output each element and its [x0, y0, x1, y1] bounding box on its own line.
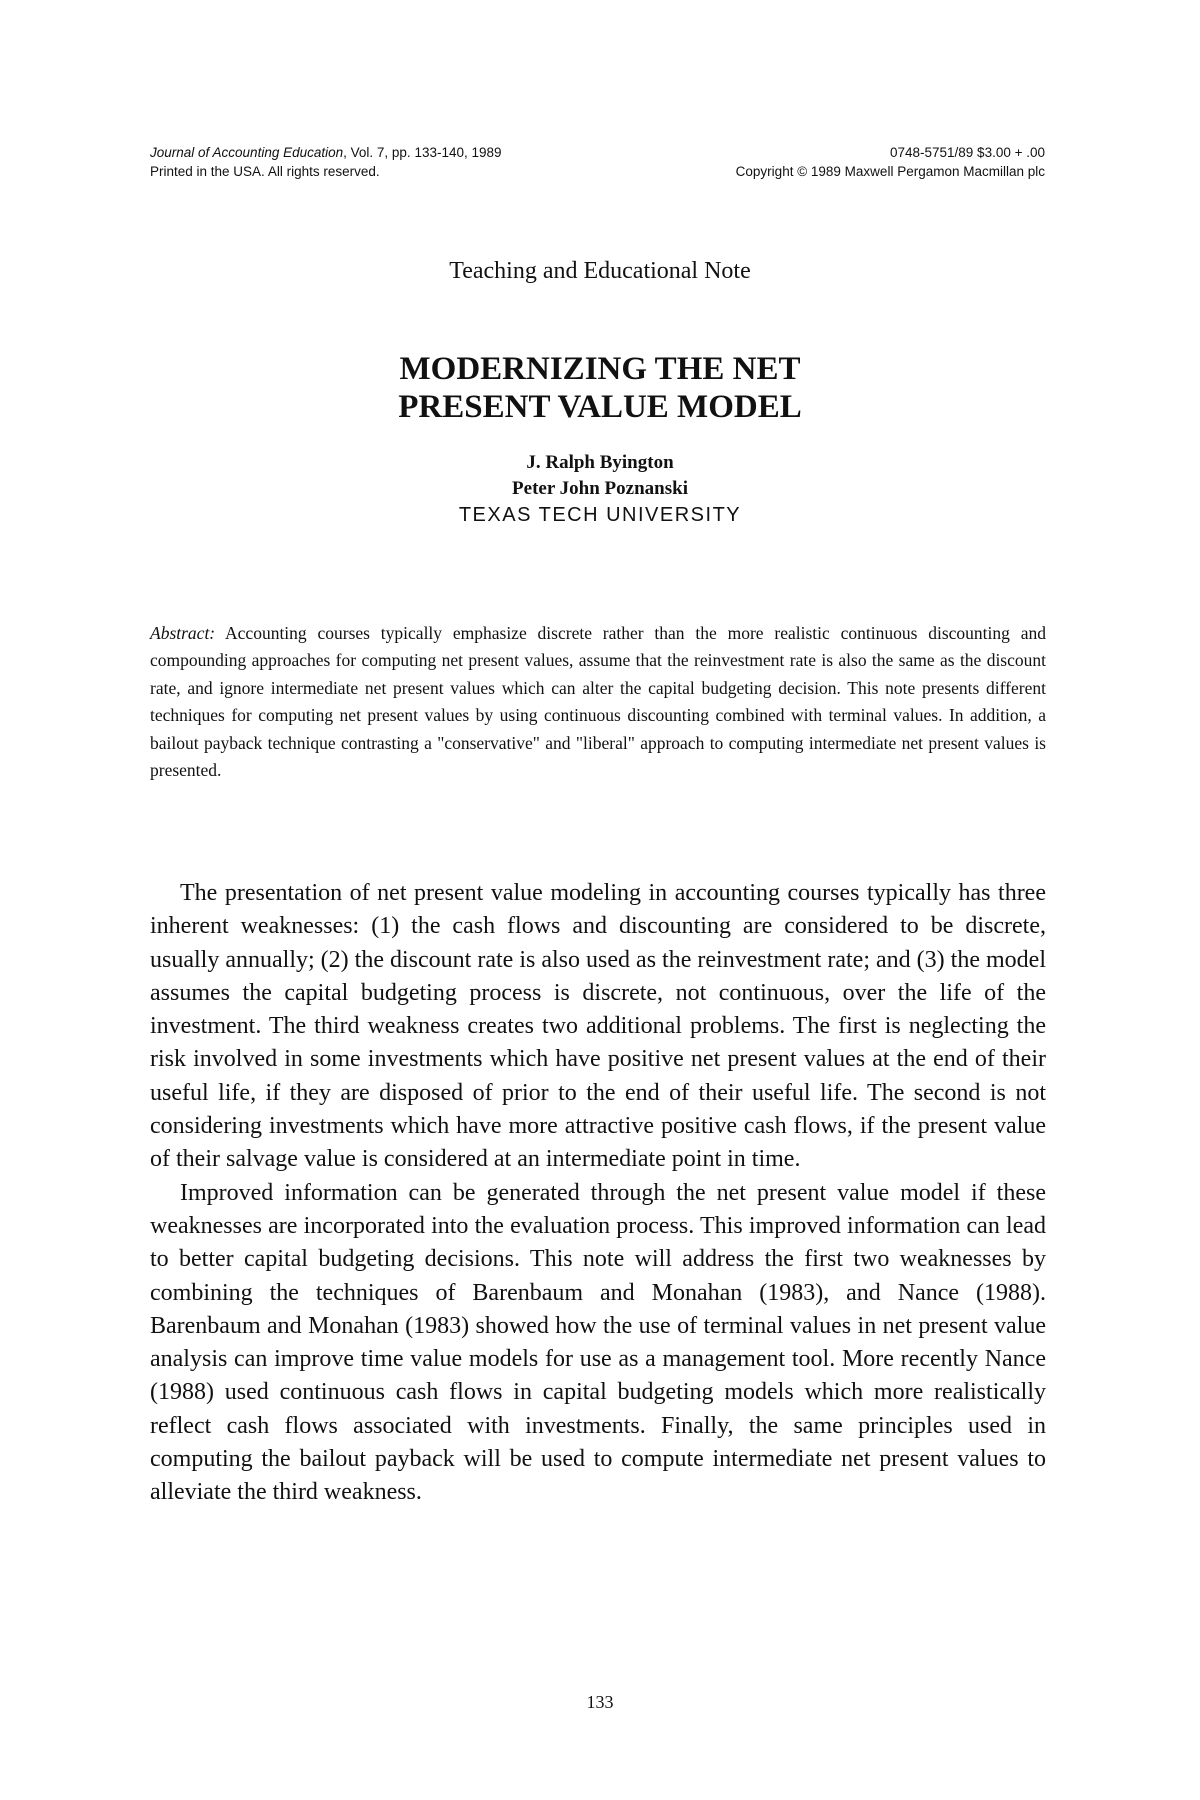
- abstract: [150, 620, 1046, 784]
- printed-notice: Printed in the USA. All rights reserved.: [150, 164, 380, 179]
- header-row-1: [150, 143, 1045, 162]
- paper-title: [0, 350, 1200, 426]
- page-number: 133: [586, 1692, 614, 1712]
- body-text: [150, 877, 1046, 1510]
- journal-details: , Vol. 7, pp. 133-140, 1989: [343, 145, 502, 160]
- abstract-label: Abstract:: [150, 623, 216, 643]
- abstract-text: Accounting courses typically emphasize discrete rather than the more realistic continuous discounting and compounding approaches for computing net present values, assume that the reinvestment rate is also the same as the discount rate, and ignore intermediate net present values which can alter the capital budgeting decision. This note presents different techniques for computing net present values by using continuous discounting combined with terminal values. In addition, a bailout payback technique contrasting a "conservative" and "liberal" approach to computing intermediate net present values is presented.: [150, 623, 1046, 781]
- affiliation: TEXAS TECH UNIVERSITY: [458, 504, 742, 526]
- section-label: Teaching and Educational Note: [449, 258, 751, 284]
- copyright-notice: Copyright © 1989 Maxwell Pergamon Macmillan plc: [735, 164, 1045, 179]
- title-line-1: MODERNIZING THE NET: [399, 351, 801, 387]
- journal-header: [150, 143, 1045, 181]
- body-paragraph-2: Improved information can be generated through the net present value model if these weaknesses are incorporated into the evaluation process. This improved information can lead to better capital budgeting decisions. This note will address the first two weaknesses by combining the techniques of Barenbaum and Monahan (1983), and Nance (1988). Barenbaum and Monahan (1983) showed how the use of terminal values in net present value analysis can improve time value models for use as a management tool. More recently Nance (1988) used continuous cash flows in capital budgeting models which more realistically reflect cash flows associated with investments. Finally, the same principles used in computing the bailout payback will be used to compute intermediate net present values to alleviate the third weakness.: [150, 1179, 1046, 1506]
- author-block: [0, 450, 1200, 528]
- journal-name: Journal of Accounting Education: [150, 145, 344, 160]
- author-1: J. Ralph Byington: [526, 452, 674, 473]
- journal-code: 0748-5751/89 $3.00 + .00: [889, 145, 1045, 160]
- title-line-2: PRESENT VALUE MODEL: [398, 389, 802, 425]
- journal-citation: [150, 143, 502, 162]
- author-2: Peter John Poznanski: [512, 478, 688, 499]
- header-row-2: [150, 162, 1045, 181]
- body-paragraph-1: The presentation of net present value modeling in accounting courses typically has three inherent weaknesses: (1) the cash flows and discounting are considered to be discrete, usually annually; (2) the discount rate is also used as the reinvestment rate; and (3) the model assumes the capital budgeting process is discrete, not continuous, over the life of the investment. The third weakness creates two additional problems. The first is neglecting the risk involved in some investments which have positive net present values at the end of their useful life, if they are disposed of prior to the end of their useful life. The second is not considering investments which have more attractive positive cash flows, if the present value of their salvage value is considered at an intermediate point in time.: [150, 880, 1046, 1173]
